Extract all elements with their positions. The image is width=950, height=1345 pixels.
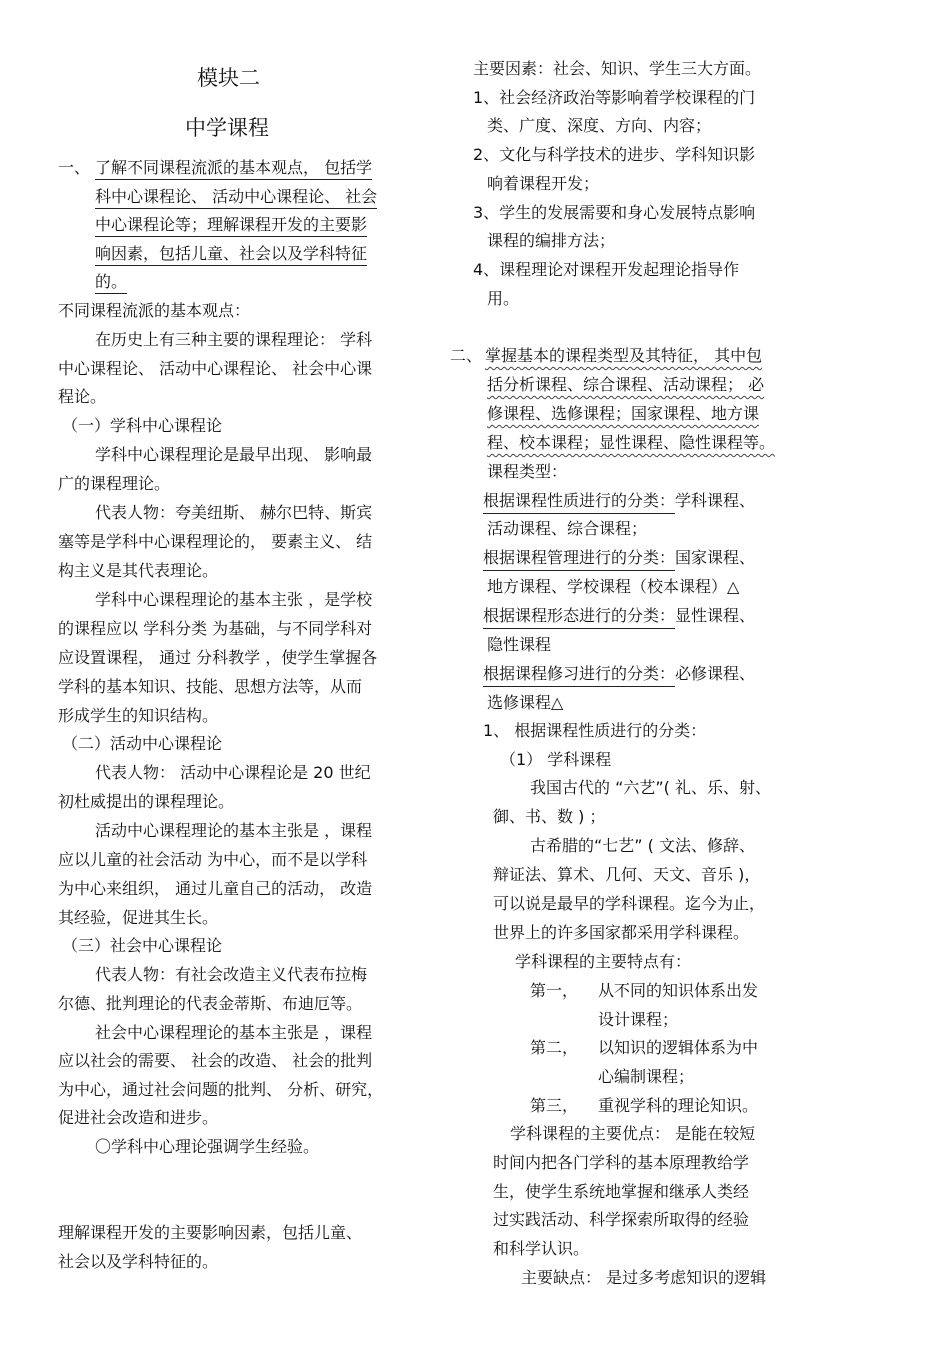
paragraph-line: 应设置课程， 通过 分科教学 ，使学生掌握各 [58,648,378,667]
activity-center-heading: （二）活动中心课程论 [62,734,223,753]
paragraph-line: 应以儿童的社会活动 为中心，而不是以学科 [58,850,368,869]
factor-line: 课程的编排方法； [487,231,616,250]
factor-line: 2、文化与科学技术的进步、学科知识影 [473,145,756,164]
feature-text: 以知识的逻辑体系为中 [598,1038,759,1057]
classification-criterion: 根据课程性质进行的分类： [483,491,675,514]
subject-course-heading: （1） 学科课程 [500,750,612,769]
features-heading: 学科课程的主要特点有： [515,952,692,971]
paragraph-line: 代表人物：夸美纽斯、 赫尔巴特、斯宾 [95,503,373,522]
classification-value: 国家课程、 [675,548,756,567]
paragraph-line: 初杜威提出的课程理论。 [58,792,235,811]
paragraph-line: 为中心，通过社会问题的批判、 分析、研究， [58,1080,384,1099]
objective1-line: 科中心课程论、 活动中心课程论、 社会 [95,189,377,209]
factor-line: 类、广度、深度、方向、内容； [487,116,712,135]
paragraph-line: 学科中心课程理论的基本主张 ，是学校 [95,590,373,609]
objective1-line: 了解不同课程流派的基本观点， 包括学 [95,160,372,180]
paragraph-line: 的课程应以 学科分类 为基础，与不同学科对 [58,619,373,638]
subject-course-line: 我国古代的 “六艺”( 礼、乐、射、 [530,778,771,797]
paragraph-line: 其经验，促进其生长。 [58,908,219,927]
advantage-line: 时间内把各门学科的基本原理教给学 [493,1153,750,1172]
classification-cont: 活动课程、综合课程； [487,519,648,538]
objective1-line: 响因素，包括儿童、社会以及学科特征 [95,246,367,266]
basic-views-heading: 不同课程流派的基本观点： [58,301,251,320]
paragraph-line: 为中心来组织， 通过儿童自己的活动， 改造 [58,879,373,898]
objective1-line: 的。 [95,274,127,294]
subject-course-line: 可以说是最早的学科课程。迄今为止， [493,894,766,913]
objective1-marker: 一、 [58,158,91,177]
subject-course-line: 御、书、数 ) ； [493,807,606,826]
section1-heading: 1、 根据课程性质进行的分类： [483,721,707,740]
advantage-line: 生，使学生系统地掌握和继承人类经 [493,1182,750,1201]
classification-line [483,493,755,509]
objective2-marker: 二、 [450,346,483,365]
society-center-heading: （三）社会中心课程论 [62,936,223,955]
paragraph-line: 学科的基本知识、技能、思想方法等，从而 [58,677,363,696]
classification-value: 必修课程、 [675,664,756,683]
dev-factor-line: 理解课程开发的主要影响因素，包括儿童、 [58,1223,363,1242]
classification-value: 学科课程、 [675,491,756,510]
dev-factor-line: 社会以及学科特征的。 [58,1252,219,1271]
classification-criterion: 根据课程管理进行的分类： [483,548,675,571]
paragraph-line: 构主义是其代表理论。 [58,561,219,580]
feature-label: 第二， [530,1038,579,1057]
objective1-line: 中心课程论等；理解课程开发的主要影 [95,217,367,237]
paragraph-line: 广的课程理论。 [58,474,171,493]
paragraph-line: 代表人物： 活动中心课程论是 20 世纪 [95,763,371,782]
intro-line: 中心课程论、 活动中心课程论、 社会中心课 [58,359,373,378]
objective2-line: 括分析课程、综合课程、活动课程； 必 [487,375,765,394]
paragraph-line: 〇学科中心理论强调学生经验。 [95,1137,320,1156]
classification-line [483,550,755,566]
paragraph-line: 活动中心课程理论的基本主张是 ，课程 [95,821,373,840]
advantage-line: 过实践活动、科学探索所取得的经验 [493,1210,750,1229]
classification-criterion: 根据课程形态进行的分类： [483,606,675,629]
objective2-line: 掌握基本的课程类型及其特征， 其中包 [485,346,763,365]
factor-line: 1、社会经济政治等影响着学校课程的门 [473,88,756,107]
paragraph-line: 学科中心课程理论是最早出现、 影响最 [95,445,373,464]
paragraph-line: 形成学生的知识结构。 [58,706,219,725]
advantage-line: 学科课程的主要优点： 是能在较短 [510,1124,756,1143]
feature-text: 重视学科的理论知识。 [598,1096,759,1115]
subject-center-heading: （一）学科中心课程论 [62,416,223,435]
paragraph-line: 代表人物：有社会改造主义代表布拉梅 [95,965,368,984]
classification-line [483,666,755,682]
feature-label: 第三， [530,1096,579,1115]
feature-text: 设计课程； [598,1010,679,1029]
main-factors: 主要因素：社会、知识、学生三大方面。 [473,59,762,78]
feature-text: 心编制课程； [598,1067,695,1086]
objective2-line: 修课程、选修课程；国家课程、地方课 [487,404,760,423]
paragraph-line: 促进社会改造和进步。 [58,1108,219,1127]
feature-label: 第一， [530,981,579,1000]
intro-line: 程论。 [58,387,107,406]
course-title: 中学课程 [185,116,269,140]
classification-line [483,608,755,624]
intro-line: 在历史上有三种主要的课程理论： 学科 [95,330,373,349]
classification-cont: 选修课程△ [487,693,564,712]
module-title: 模块二 [197,66,260,90]
factor-line: 4、课程理论对课程开发起理论指导作 [473,260,740,279]
factor-line: 响着课程开发； [487,174,600,193]
classification-cont: 隐性课程 [487,635,552,654]
classification-cont: 地方课程、学校课程（校本课程）△ [487,577,740,596]
paragraph-line: 社会中心课程理论的基本主张是 ，课程 [95,1023,373,1042]
factor-line: 3、学生的发展需要和身心发展特点影响 [473,203,756,222]
factor-line: 用。 [487,289,520,308]
subject-course-line: 世界上的许多国家都采用学科课程。 [493,923,750,942]
paragraph-line: 应以社会的需要、 社会的改造、 社会的批判 [58,1051,373,1070]
classification-criterion: 根据课程修习进行的分类： [483,664,675,687]
classification-value: 显性课程、 [675,606,756,625]
disadvantage-line: 主要缺点： 是过多考虑知识的逻辑 [521,1268,767,1287]
paragraph-line: 尔德、批判理论的代表金蒂斯、布迪厄等。 [58,994,363,1013]
objective2-line: 程、校本课程；显性课程、隐性课程等。 [487,433,776,452]
course-types-label: 课程类型： [487,462,568,481]
advantage-line: 和科学认识。 [493,1239,590,1258]
paragraph-line: 塞等是学科中心课程理论的， 要素主义、 结 [58,532,373,551]
subject-course-line: 古希腊的“七艺” ( 文法、修辞、 [530,836,755,855]
feature-text: 从不同的知识体系出发 [598,981,759,1000]
subject-course-line: 辩证法、算术、几何、天文、音乐 )， [493,865,761,884]
